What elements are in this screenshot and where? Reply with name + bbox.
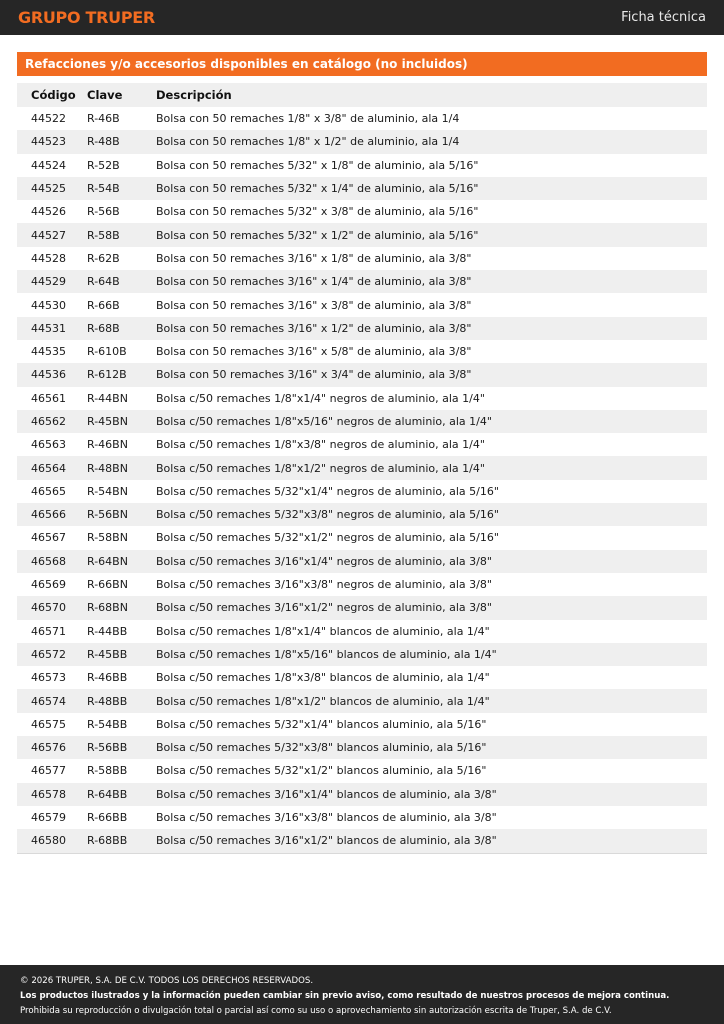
footer [0,965,724,1024]
cell-clave: R-46BB [87,671,128,685]
table-row [17,783,707,806]
cell-descripcion: Bolsa con 50 remaches 1/8" x 1/2" de aluminio, ala 1/4 [156,135,460,149]
cell-descripcion: Bolsa con 50 remaches 3/16" x 1/2" de aluminio, ala 3/8" [156,321,472,335]
table-row [17,107,707,130]
cell-clave: R-612B [87,368,127,382]
cell-codigo: 46579 [31,811,66,825]
cell-descripcion: Bolsa c/50 remaches 5/32"x1/4" negros de aluminio, ala 5/16" [156,484,499,498]
table-bottom-rule [17,853,707,854]
accessories-section [17,52,707,854]
cell-codigo: 46563 [31,438,66,452]
cell-descripcion: Bolsa c/50 remaches 1/8"x3/8" blancos de aluminio, ala 1/4" [156,671,490,685]
table-row [17,526,707,549]
cell-descripcion: Bolsa con 50 remaches 5/32" x 1/8" de aluminio, ala 5/16" [156,158,479,172]
column-header-clave: Clave [87,88,123,102]
cell-clave: R-64BB [87,787,128,801]
column-header-codigo: Código [31,88,76,102]
cell-codigo: 44528 [31,251,66,265]
cell-clave: R-58B [87,228,120,242]
cell-clave: R-45BN [87,415,128,428]
cell-clave: R-58BB [87,764,128,778]
cell-clave: R-58BN [87,531,128,545]
cell-codigo: 44529 [31,275,66,289]
cell-clave: R-48BN [87,461,128,475]
cell-clave: R-45BB [87,647,128,661]
table-row [17,713,707,736]
cell-codigo: 44531 [31,321,66,335]
footer-copyright: © 2026 TRUPER, S.A. DE C.V. TODOS LOS DERECHOS RESERVADOS. [20,976,314,986]
table-row [17,620,707,643]
table-row [17,666,707,689]
cell-codigo: 46576 [31,741,66,755]
table-row [17,200,707,223]
table-row [17,130,707,153]
cell-descripcion: Bolsa c/50 remaches 3/16"x1/2" negros de aluminio, ala 3/8" [156,601,492,615]
cell-descripcion: Bolsa c/50 remaches 5/32"x1/4" blancos aluminio, ala 5/16" [156,717,487,731]
cell-descripcion: Bolsa c/50 remaches 1/8"x1/4" blancos de aluminio, ala 1/4" [156,624,490,638]
cell-clave: R-44BB [87,624,128,638]
cell-clave: R-66BB [87,811,128,825]
cell-codigo: 46571 [31,624,66,638]
table-row [17,433,707,456]
table-row [17,503,707,526]
cell-descripcion: Bolsa c/50 remaches 1/8"x5/16" blancos de aluminio, ala 1/4" [156,647,497,661]
cell-codigo: 44522 [31,112,66,126]
cell-codigo: 44525 [31,182,66,196]
cell-descripcion: Bolsa con 50 remaches 3/16" x 1/4" de aluminio, ala 3/8" [156,275,472,289]
cell-descripcion: Bolsa c/50 remaches 1/8"x3/8" negros de aluminio, ala 1/4" [156,438,485,452]
cell-clave: R-46BN [87,438,128,452]
cell-clave: R-68B [87,321,120,335]
table-row [17,293,707,316]
cell-clave: R-48BB [87,694,128,708]
cell-descripcion: Bolsa con 50 remaches 3/16" x 3/8" de aluminio, ala 3/8" [156,298,472,312]
cell-descripcion: Bolsa c/50 remaches 3/16"x3/8" blancos de aluminio, ala 3/8" [156,811,497,825]
cell-clave: R-66BN [87,578,128,592]
cell-clave: R-48B [87,135,120,149]
table-row [17,596,707,619]
table-row [17,363,707,386]
footer-notice: Los productos ilustrados y la información pueden cambiar sin previo aviso, como resultado de nuestros procesos de mejora continua. [20,991,670,1001]
table-row [17,317,707,340]
cell-codigo: 44536 [31,368,66,382]
cell-clave: R-64B [87,275,120,289]
cell-codigo: 46580 [31,834,66,848]
document-type-label: Ficha técnica [621,10,706,25]
cell-codigo: 46575 [31,717,66,731]
table-row [17,806,707,829]
cell-codigo: 46566 [31,508,66,522]
table-row [17,759,707,782]
table-row [17,573,707,596]
table-row [17,689,707,712]
table-row [17,387,707,410]
company-logo: GRUPO TRUPER [18,8,155,27]
cell-descripcion: Bolsa c/50 remaches 5/32"x1/2" negros de aluminio, ala 5/16" [156,531,499,545]
section-title: Refacciones y/o accesorios disponibles en catálogo (no incluidos) [17,52,707,76]
accessories-table [17,83,707,853]
cell-descripcion: Bolsa con 50 remaches 5/32" x 1/2" de aluminio, ala 5/16" [156,228,479,242]
cell-clave: R-54BN [87,484,128,498]
cell-clave: R-66B [87,298,120,312]
cell-codigo: 46567 [31,531,66,545]
cell-descripcion: Bolsa c/50 remaches 1/8"x1/4" negros de aluminio, ala 1/4" [156,391,485,405]
cell-descripcion: Bolsa c/50 remaches 1/8"x5/16" negros de aluminio, ala 1/4" [156,415,492,428]
cell-clave: R-56BB [87,741,128,755]
table-row [17,223,707,246]
table-body [17,107,707,853]
cell-clave: R-54BB [87,717,128,731]
cell-descripcion: Bolsa con 50 remaches 3/16" x 5/8" de aluminio, ala 3/8" [156,345,472,359]
cell-descripcion: Bolsa con 50 remaches 5/32" x 3/8" de aluminio, ala 5/16" [156,205,479,219]
cell-descripcion: Bolsa con 50 remaches 3/16" x 1/8" de aluminio, ala 3/8" [156,251,472,265]
cell-clave: R-46B [87,112,120,126]
footer-legal: Prohibida su reproducción o divulgación total o parcial así como su uso o aprovechamiento sin autorización escrita de Truper, S.A. de C.V. [20,1006,612,1016]
table-row [17,247,707,270]
table-row [17,154,707,177]
table-row [17,456,707,479]
cell-codigo: 44535 [31,345,66,359]
cell-codigo: 46564 [31,461,66,475]
cell-codigo: 46578 [31,787,66,801]
cell-descripcion: Bolsa c/50 remaches 5/32"x3/8" blancos aluminio, ala 5/16" [156,741,487,755]
cell-descripcion: Bolsa c/50 remaches 3/16"x1/2" blancos de aluminio, ala 3/8" [156,834,497,848]
table-row [17,177,707,200]
cell-clave: R-56BN [87,508,128,522]
table-row [17,270,707,293]
cell-codigo: 44524 [31,158,66,172]
cell-codigo: 44530 [31,298,66,312]
cell-codigo: 44527 [31,228,66,242]
cell-clave: R-56B [87,205,120,219]
table-row [17,340,707,363]
cell-descripcion: Bolsa c/50 remaches 1/8"x1/2" blancos de aluminio, ala 1/4" [156,694,490,708]
table-row [17,550,707,573]
cell-codigo: 46565 [31,484,66,498]
cell-codigo: 46573 [31,671,66,685]
cell-descripcion: Bolsa con 50 remaches 5/32" x 1/4" de aluminio, ala 5/16" [156,182,479,196]
table-row [17,410,707,433]
cell-codigo: 46577 [31,764,66,778]
column-header-descripcion: Descripción [156,88,232,102]
cell-codigo: 46570 [31,601,66,615]
table-row [17,643,707,666]
cell-codigo: 46572 [31,647,66,661]
cell-descripcion: Bolsa c/50 remaches 1/8"x1/2" negros de aluminio, ala 1/4" [156,461,485,475]
cell-clave: R-68BN [87,601,128,615]
cell-descripcion: Bolsa c/50 remaches 3/16"x3/8" negros de aluminio, ala 3/8" [156,578,492,592]
table-header-row [17,83,707,107]
header-bar [0,0,724,35]
cell-descripcion: Bolsa con 50 remaches 1/8" x 3/8" de aluminio, ala 1/4 [156,112,460,126]
cell-descripcion: Bolsa c/50 remaches 5/32"x1/2" blancos aluminio, ala 5/16" [156,764,487,778]
cell-codigo: 44523 [31,135,66,149]
cell-descripcion: Bolsa c/50 remaches 5/32"x3/8" negros de aluminio, ala 5/16" [156,508,499,522]
cell-codigo: 46562 [31,415,66,428]
cell-codigo: 46568 [31,554,66,568]
cell-codigo: 46569 [31,578,66,592]
table-row [17,480,707,503]
cell-clave: R-610B [87,345,127,359]
cell-codigo: 44526 [31,205,66,219]
cell-clave: R-68BB [87,834,128,848]
cell-clave: R-64BN [87,554,128,568]
table-row [17,829,707,852]
cell-descripcion: Bolsa con 50 remaches 3/16" x 3/4" de aluminio, ala 3/8" [156,368,472,382]
cell-clave: R-44BN [87,391,128,405]
cell-descripcion: Bolsa c/50 remaches 3/16"x1/4" negros de aluminio, ala 3/8" [156,554,492,568]
cell-descripcion: Bolsa c/50 remaches 3/16"x1/4" blancos de aluminio, ala 3/8" [156,787,497,801]
cell-codigo: 46561 [31,391,66,405]
cell-codigo: 46574 [31,694,66,708]
cell-clave: R-62B [87,251,120,265]
cell-clave: R-54B [87,182,120,196]
cell-clave: R-52B [87,158,120,172]
table-row [17,736,707,759]
table-header [17,83,707,107]
